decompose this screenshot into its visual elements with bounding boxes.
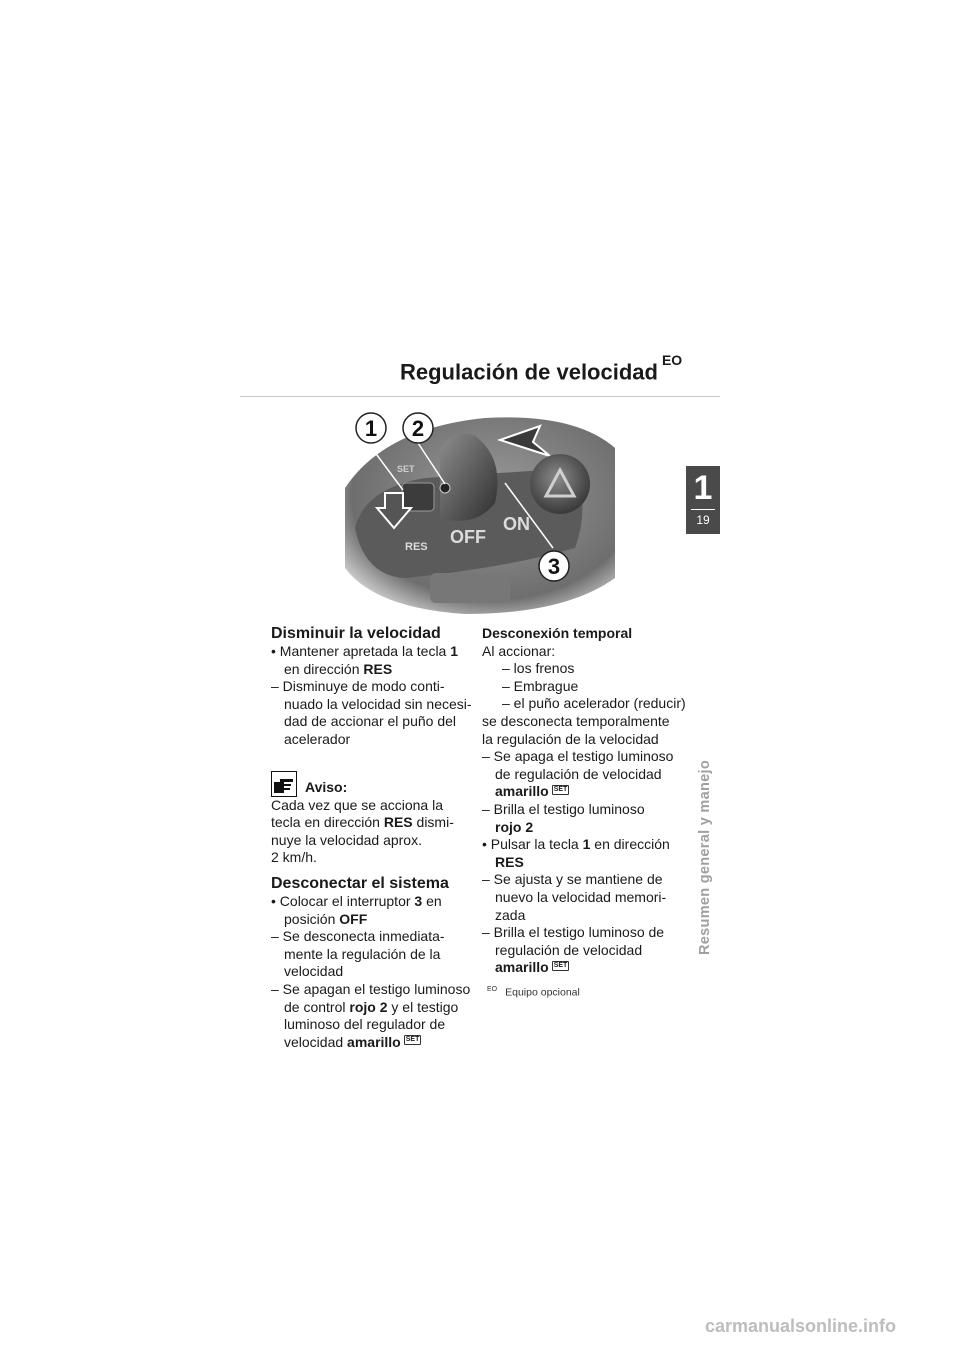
right-column bbox=[482, 625, 710, 977]
list-item: – Embrague bbox=[502, 677, 579, 694]
on-label: ON bbox=[503, 514, 530, 534]
list-item: velocidad bbox=[284, 963, 344, 980]
list-item: – Se apaga el testigo luminoso bbox=[482, 748, 674, 765]
list-item: amarillo SET bbox=[495, 959, 568, 976]
list-item: dad de accionar el puño del bbox=[284, 713, 457, 730]
list-item: nuevo la velocidad memori- bbox=[495, 888, 667, 905]
list-item: posición OFF bbox=[284, 910, 368, 927]
page-number: 19 bbox=[696, 513, 710, 527]
list-item: velocidad amarillo SET bbox=[284, 1033, 420, 1050]
chapter-tab-divider bbox=[691, 509, 715, 510]
list-item: acelerador bbox=[284, 730, 351, 747]
svg-text:1: 1 bbox=[364, 416, 378, 441]
set-indicator-icon: SET bbox=[553, 961, 568, 969]
list-item: en dirección RES bbox=[284, 660, 393, 677]
note-text: tecla en dirección RES dismi- bbox=[271, 814, 454, 831]
list-item: – el puño acelerador (reducir) bbox=[502, 695, 686, 712]
set-indicator-icon: SET bbox=[553, 785, 568, 793]
heading-decrease-speed: Disminuir la velocidad bbox=[271, 625, 441, 642]
list-item: amarillo SET bbox=[495, 783, 568, 800]
title-superscript: EO bbox=[661, 352, 683, 368]
note-text: nuye la velocidad aprox. bbox=[271, 831, 422, 848]
list-item: • Mantener apretada la tecla 1 bbox=[271, 643, 459, 659]
note-heading bbox=[271, 771, 495, 797]
chapter-number: 1 bbox=[693, 469, 713, 507]
chapter-tab[interactable] bbox=[686, 466, 720, 534]
off-label: OFF bbox=[450, 527, 486, 547]
list-item: – los frenos bbox=[502, 660, 575, 677]
res-label: RES bbox=[405, 541, 428, 553]
note-text: Cada vez que se acciona la bbox=[271, 796, 443, 813]
pointing-hand-note-icon bbox=[271, 771, 297, 797]
list-item: rojo 2 bbox=[495, 818, 534, 835]
heading-temporary-disconnect: Desconexión temporal bbox=[482, 625, 633, 641]
callout-3 bbox=[539, 551, 569, 581]
list-item: se desconecta temporalmente bbox=[482, 712, 670, 729]
list-item: nuado la velocidad sin necesi- bbox=[284, 695, 472, 712]
list-item: la regulación de la velocidad bbox=[482, 730, 659, 747]
left-column bbox=[271, 625, 495, 1051]
list-item: Al accionar: bbox=[482, 642, 556, 659]
note-title: Aviso: bbox=[305, 778, 348, 795]
callout-2 bbox=[403, 413, 433, 443]
watermark: carmanualsonline.info bbox=[705, 1316, 897, 1336]
page-title: Regulación de velocidad $^{EO}$ bbox=[400, 352, 683, 385]
title-divider bbox=[240, 396, 720, 397]
section-label: Resumen general y manejo bbox=[697, 760, 713, 955]
list-item: – Se ajusta y se mantiene de bbox=[482, 871, 663, 888]
set-label: SET bbox=[397, 464, 415, 474]
note-text: 2 km/h. bbox=[271, 849, 317, 866]
list-item: luminoso del regulador de bbox=[284, 1016, 446, 1033]
list-item: – Brilla el testigo luminoso bbox=[482, 800, 645, 817]
svg-text:2: 2 bbox=[411, 416, 425, 441]
list-item: zada bbox=[495, 906, 526, 923]
callout-1 bbox=[356, 413, 386, 443]
list-item: regulación de velocidad bbox=[495, 941, 643, 958]
list-item: de control rojo 2 y el testigo bbox=[284, 998, 459, 1015]
list-item: RES bbox=[495, 853, 524, 870]
svg-text:3: 3 bbox=[547, 554, 561, 579]
list-item: – Brilla el testigo luminoso de bbox=[482, 924, 665, 941]
list-item: – Disminuye de modo conti- bbox=[271, 678, 445, 695]
list-item: • Pulsar la tecla 1 en dirección bbox=[482, 836, 670, 853]
cruise-control-switch-photo bbox=[345, 408, 615, 614]
set-indicator-icon: SET bbox=[405, 1036, 420, 1044]
list-item: • Colocar el interruptor 3 en bbox=[271, 892, 442, 909]
heading-disconnect-system: Desconectar el sistema bbox=[271, 874, 449, 892]
list-item: mente la regulación de la bbox=[284, 945, 441, 962]
list-item: – Se desconecta inmediata- bbox=[271, 928, 445, 945]
footnote: $^{EO}$ Equipo opcional bbox=[487, 986, 580, 999]
list-item: – Se apagan el testigo luminoso bbox=[271, 980, 471, 997]
list-item: de regulación de velocidad bbox=[495, 765, 662, 782]
